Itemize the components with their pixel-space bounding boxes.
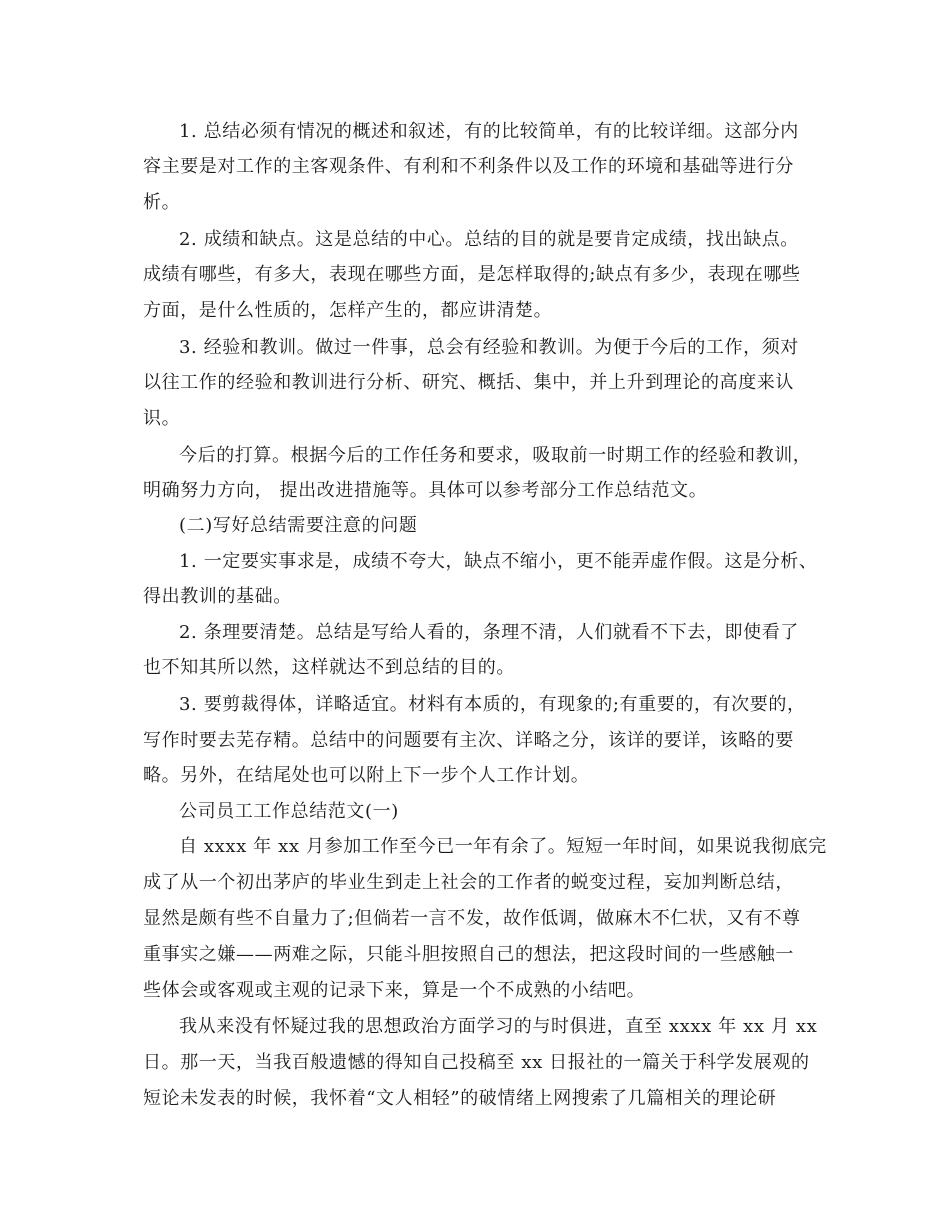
text-line: 显然是颇有些不自量力了;但倘若一言不发，故作低调，做麻木不仁状，又有不尊 xyxy=(143,908,801,929)
text-line: 我从来没有怀疑过我的思想政治方面学习的与时俱进，直至 xxxx 年 xx 月 xx xyxy=(179,1016,818,1037)
text-line: 略。另外，在结尾处也可以附上下一步个人工作计划。 xyxy=(143,765,590,786)
text-line: 2. 条理要清楚。总结是写给人看的，条理不清，人们就看不下去，即使看了 xyxy=(179,622,799,643)
text-line: 写作时要去芜存精。总结中的问题要有主次、详略之分，该详的要详，该略的要 xyxy=(143,730,794,751)
text-line: 重事实之嫌——两难之际，只能斗胆按照自己的想法，把这段时间的一些感触一 xyxy=(143,944,794,965)
text-line: 短论未发表的时候，我怀着“文人相轻”的破情绪上网搜索了几篇相关的理论研 xyxy=(143,1088,777,1109)
section-heading: (二)写好总结需要注意的问题 xyxy=(179,515,418,536)
text-line: 成绩有哪些，有多大，表现在哪些方面，是怎样取得的;缺点有多少，表现在哪些 xyxy=(143,264,801,285)
text-line: 2. 成绩和缺点。这是总结的中心。总结的目的就是要肯定成绩，找出缺点。 xyxy=(179,229,799,250)
text-line: 些体会或客观或主观的记录下来，算是一个不成熟的小结吧。 xyxy=(143,980,646,1001)
text-line: 1. 一定要实事求是，成绩不夸大，缺点不缩小，更不能弄虚作假。这是分析、 xyxy=(179,551,818,572)
text-line: 1. 总结必须有情况的概述和叙述，有的比较简单，有的比较详细。这部分内 xyxy=(179,121,799,142)
text-line: 析。 xyxy=(143,192,181,213)
text-line: 日。那一天，当我百般遗憾的得知自己投稿至 xx 日报社的一篇关于科学发展观的 xyxy=(143,1052,810,1073)
text-line: 以往工作的经验和教训进行分析、研究、概括、集中，并上升到理论的高度来认 xyxy=(143,372,794,393)
text-line: 容主要是对工作的主客观条件、有利和不利条件以及工作的环境和基础等进行分 xyxy=(143,156,794,177)
text-line: 识。 xyxy=(143,408,181,429)
text-line: 明确努力方向， 提出改进措施等。具体可以参考部分工作总结范文。 xyxy=(143,480,708,501)
text-line: 得出教训的基础。 xyxy=(143,586,292,607)
text-line: 成了从一个初出茅庐的毕业生到走上社会的工作者的蜕变过程，妄加判断总结， xyxy=(143,872,794,893)
text-line: 方面，是什么性质的，怎样产生的，都应讲清楚。 xyxy=(143,300,553,321)
text-line: 3. 要剪裁得体，详略适宜。材料有本质的，有现象的;有重要的，有次要的， xyxy=(179,694,806,715)
section-heading: 公司员工工作总结范文(一) xyxy=(179,801,399,822)
text-line: 自 xxxx 年 xx 月参加工作至今已一年有余了。短短一年时间，如果说我彻底完 xyxy=(179,836,827,857)
text-line: 今后的打算。根据今后的工作任务和要求，吸取前一时期工作的经验和教训， xyxy=(179,445,812,466)
text-line: 也不知其所以然，这样就达不到总结的目的。 xyxy=(143,657,515,678)
text-line: 3. 经验和教训。做过一件事，总会有经验和教训。为便于今后的工作，须对 xyxy=(179,337,799,358)
